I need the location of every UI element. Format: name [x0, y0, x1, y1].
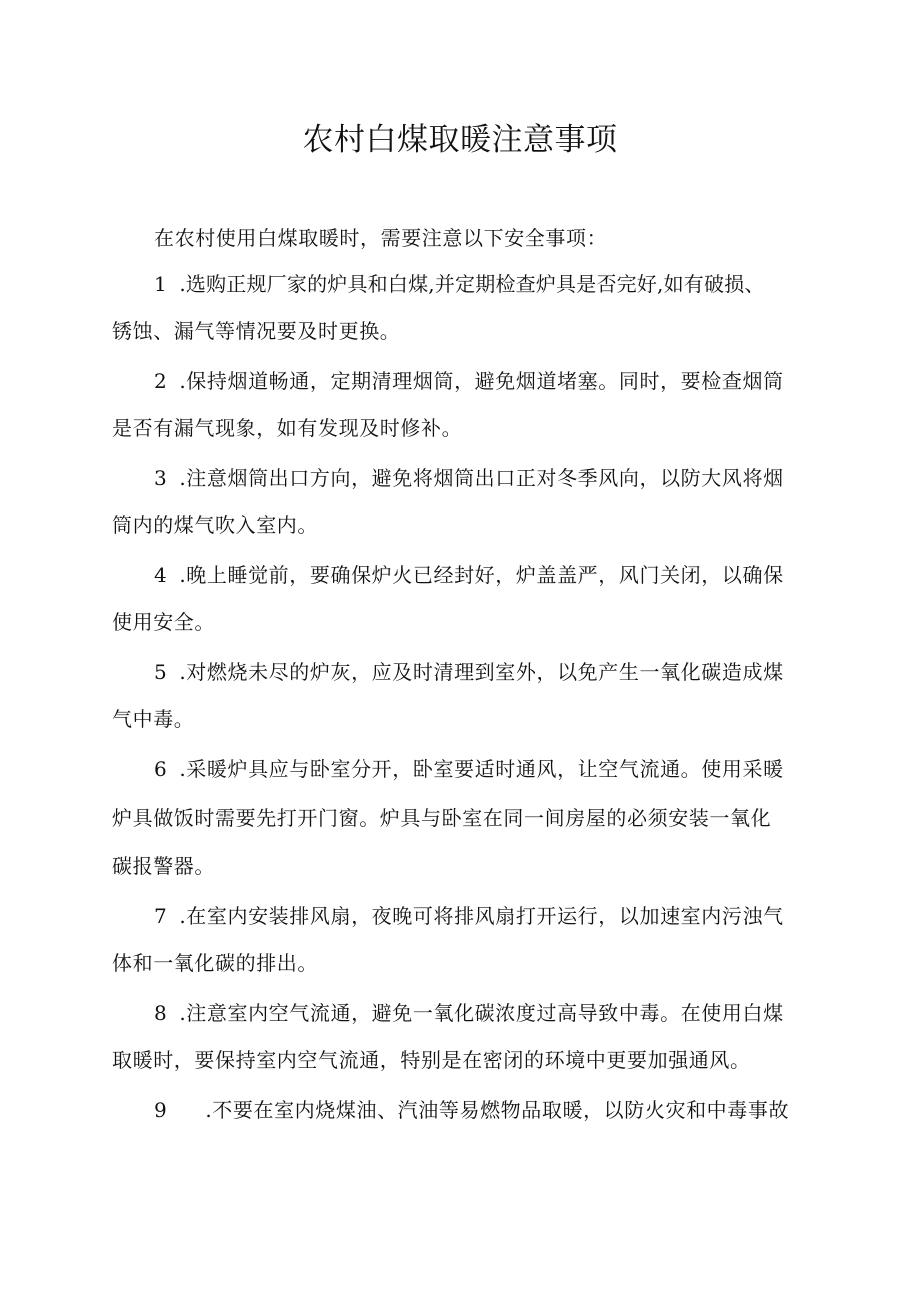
item-text: .晚上睡觉前，要确保炉火已经封好，炉盖盖严，风门关闭，以确保: [179, 563, 784, 587]
item-number: 7: [154, 904, 168, 928]
list-item-first-line: [154, 367, 784, 395]
item-text: .注意室内空气流通，避免一氧化碳浓度过高导致中毒。在使用白煤: [179, 1001, 784, 1025]
item-continuation-line: 锈蚀、漏气等情况要及时更换。: [112, 319, 401, 343]
item-text: .对燃烧未尽的炉灰，应及时清理到室外，以免产生一氧化碳造成煤: [179, 660, 784, 684]
item-continuation-line: 使用安全。: [112, 610, 215, 634]
list-item-first-line: [154, 902, 784, 930]
item-number: 8: [154, 1001, 168, 1025]
item-text: .采暖炉具应与卧室分开，卧室要适时通风，让空气流通。使用采暖: [179, 757, 784, 781]
list-item-first-line: [154, 658, 784, 686]
item-text: .注意烟筒出口方向，避免将烟筒出口正对冬季风向，以防大风将烟: [179, 466, 784, 490]
item-number: 1: [154, 272, 168, 296]
item-number: 9: [154, 1098, 168, 1122]
item-number: 6: [154, 757, 168, 781]
item-number: 3: [154, 466, 168, 490]
list-item-first-line: [154, 464, 784, 492]
item-number: 2: [154, 369, 168, 393]
list-item-first-line: [154, 755, 784, 783]
list-item-first-line: [154, 561, 784, 589]
item-continuation-line: 体和一氧化碳的排出。: [112, 951, 318, 975]
item-text: .选购正规厂家的炉具和白煤,并定期检查炉具是否完好,如有破损、: [179, 272, 765, 296]
list-item-first-line: [154, 1096, 789, 1124]
list-item-first-line: [154, 270, 765, 298]
list-item-first-line: [154, 999, 784, 1027]
item-number: 4: [154, 563, 168, 587]
item-text: .保持烟道畅通，定期清理烟筒，避免烟道堵塞。同时，要检查烟筒: [179, 369, 784, 393]
item-continuation-line: 炉具做饭时需要先打开门窗。炉具与卧室在同一间房屋的必须安装一氧化: [112, 806, 772, 830]
intro-paragraph: 在农村使用白煤取暖时，需要注意以下安全事项：: [154, 226, 608, 250]
item-continuation-line: 取暖时，要保持室内空气流通，特别是在密闭的环境中更要加强通风。: [112, 1048, 751, 1072]
item-continuation-line: 筒内的煤气吹入室内。: [112, 513, 318, 537]
item-text: .在室内安装排风扇，夜晚可将排风扇打开运行，以加速室内污浊气: [179, 904, 784, 928]
item-continuation-line: 是否有漏气现象，如有发现及时修补。: [112, 416, 463, 440]
document-title: 农村白煤取暖注意事项: [302, 122, 618, 158]
item-continuation-line: 碳报警器。: [112, 854, 215, 878]
item-text: .不要在室内烧煤油、汽油等易燃物品取暖，以防火灾和中毒事故: [205, 1098, 790, 1122]
item-continuation-line: 气中毒。: [112, 707, 195, 731]
item-number: 5: [154, 660, 168, 684]
